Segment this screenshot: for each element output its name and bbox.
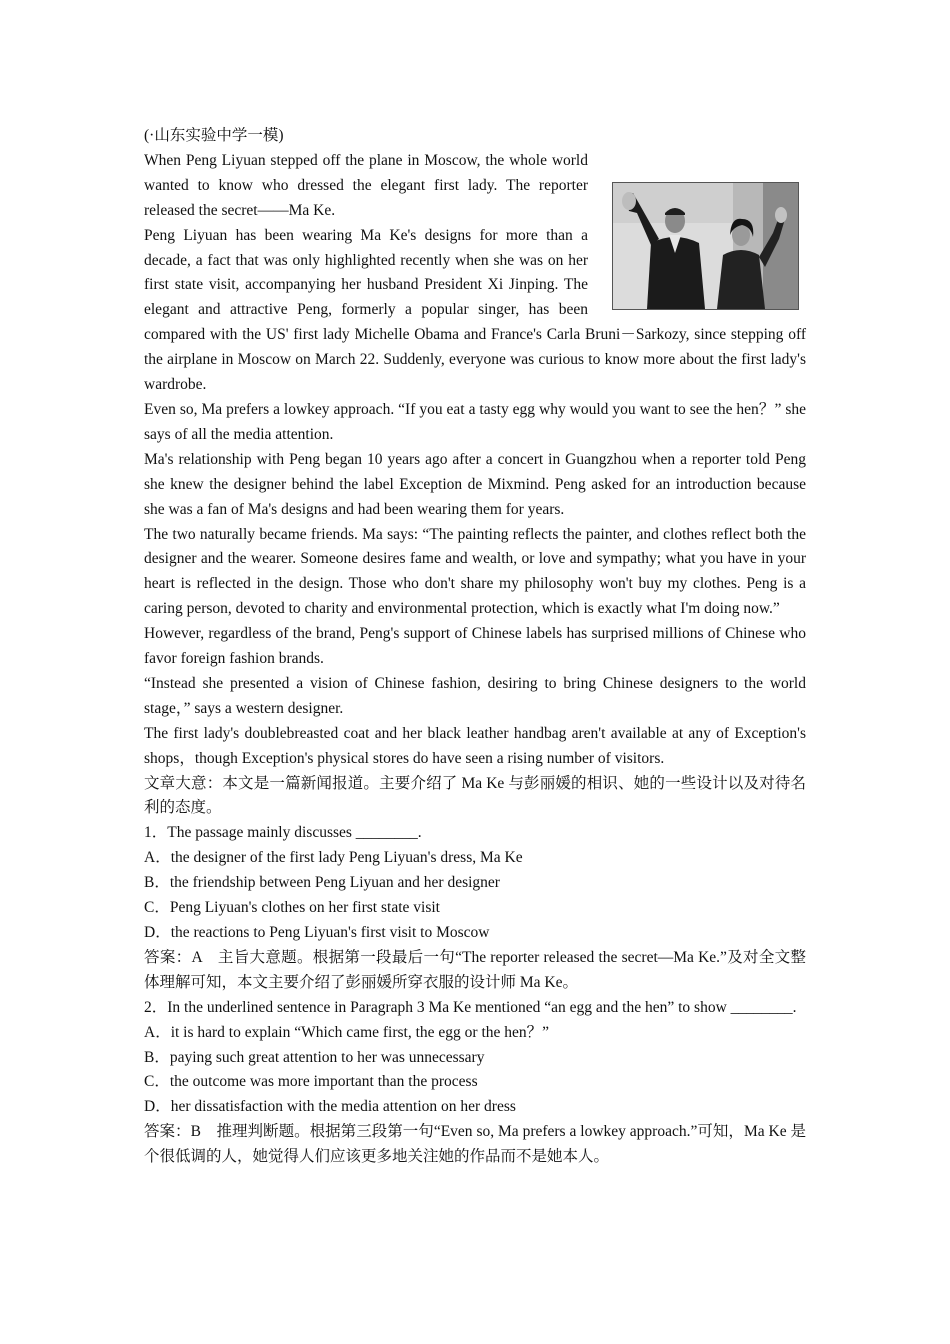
answer-option: D．the reactions to Peng Liyuan's first visit to Moscow [144,924,490,941]
news-photo [612,182,799,310]
paragraph: When Peng Liyuan stepped off the plane in Moscow, the whole world wanted to know who dressed the elegant first lady. The reporter released the secret——Ma Ke. [144,151,588,219]
answer-option: B．paying such great attention to her was unnecessary [144,1048,485,1066]
paragraph: The first lady's doublebreasted coat and her black leather handbag aren't available at any of Exception's shops，though Exception's physical stores do have seen a rising number of visitors. [144,724,806,767]
answer-option: D．her dissatisfaction with the media attention on her dress [144,1098,516,1116]
paragraph: However, regardless of the brand, Peng's support of Chinese labels has surprised millions of Chinese who favor foreign fashion brands. [144,625,806,668]
paragraph: Ma's relationship with Peng began 10 years ago after a concert in Guangzhou when a reporter told Peng she knew the designer behind the label Exception de Mixmind. Peng asked for an introduction because she was a fan of Ma's designs and had been wearing them for years. [144,450,806,518]
answer-option: B．the friendship between Peng Liyuan and her designer [144,874,500,892]
source-note: (·山东实验中学一模) [144,127,284,144]
answer-option: A．it is hard to explain “Which came first, the egg or the hen？” [144,1023,550,1041]
paragraph: Peng Liyuan has been wearing Ma Ke's designs for more than a decade, a fact that was only highlighted recently when she was on her first state visit, accompanying her husband President Xi Jinping. The elegant and attractive Peng, formerly a popular singer, has been compared with the US' first lady Michelle Obama and France's Carla Bruni－Sarkozy, since stepping off the airplane in Moscow on March 22. Suddenly, everyone was curious to know more about the first lady's wardrobe. [144,226,806,394]
answer-option: C．Peng Liyuan's clothes on her first state visit [144,899,440,917]
answer-explanation: 答案：A 主旨大意题。根据第一段最后一句“The reporter released the secret—Ma Ke.”及对全文整体理解可知，本文主要介绍了彭丽媛所穿衣服的设计师 Ma Ke。 [144,948,806,991]
question-stem: 2．In the underlined sentence in Paragraph 3 Ma Ke mentioned “an egg and the hen” to show ________. [144,998,797,1016]
paragraph: “Instead she presented a vision of Chinese fashion, desiring to bring Chinese designers to the world stage，” says a western designer. [144,674,806,717]
question-stem: 1．The passage mainly discusses ________. [144,824,422,842]
answer-explanation: 答案：B 推理判断题。根据第三段第一句“Even so, Ma prefers a lowkey approach.”可知，Ma Ke 是个很低调的人，她觉得人们应该更多地关注她的作品而不是她本人。 [144,1123,806,1166]
paragraph: The two naturally became friends. Ma says: “The painting reflects the painter, and clothes reflect both the designer and the wearer. Someone desires fame and wealth, or love and sympathy; what you have in your heart is reflected in the design. Those who don't share my philosophy won't buy my clothes. Peng is a caring person, devoted to charity and environmental protection, which is exactly what I'm doing now.” [144,525,806,618]
photo-of-couple-waving-icon [613,183,798,309]
document-page [144,124,806,1170]
answer-option: A．the designer of the first lady Peng Liyuan's dress, Ma Ke [144,849,523,867]
paragraph: Even so, Ma prefers a lowkey approach. “If you eat a tasty egg why would you want to see the hen？” she says of all the media attention. [144,400,806,443]
summary: 文章大意：本文是一篇新闻报道。主要介绍了 Ma Ke 与彭丽媛的相识、她的一些设计以及对待名利的态度。 [144,774,806,817]
answer-option: C．the outcome was more important than the process [144,1073,478,1091]
